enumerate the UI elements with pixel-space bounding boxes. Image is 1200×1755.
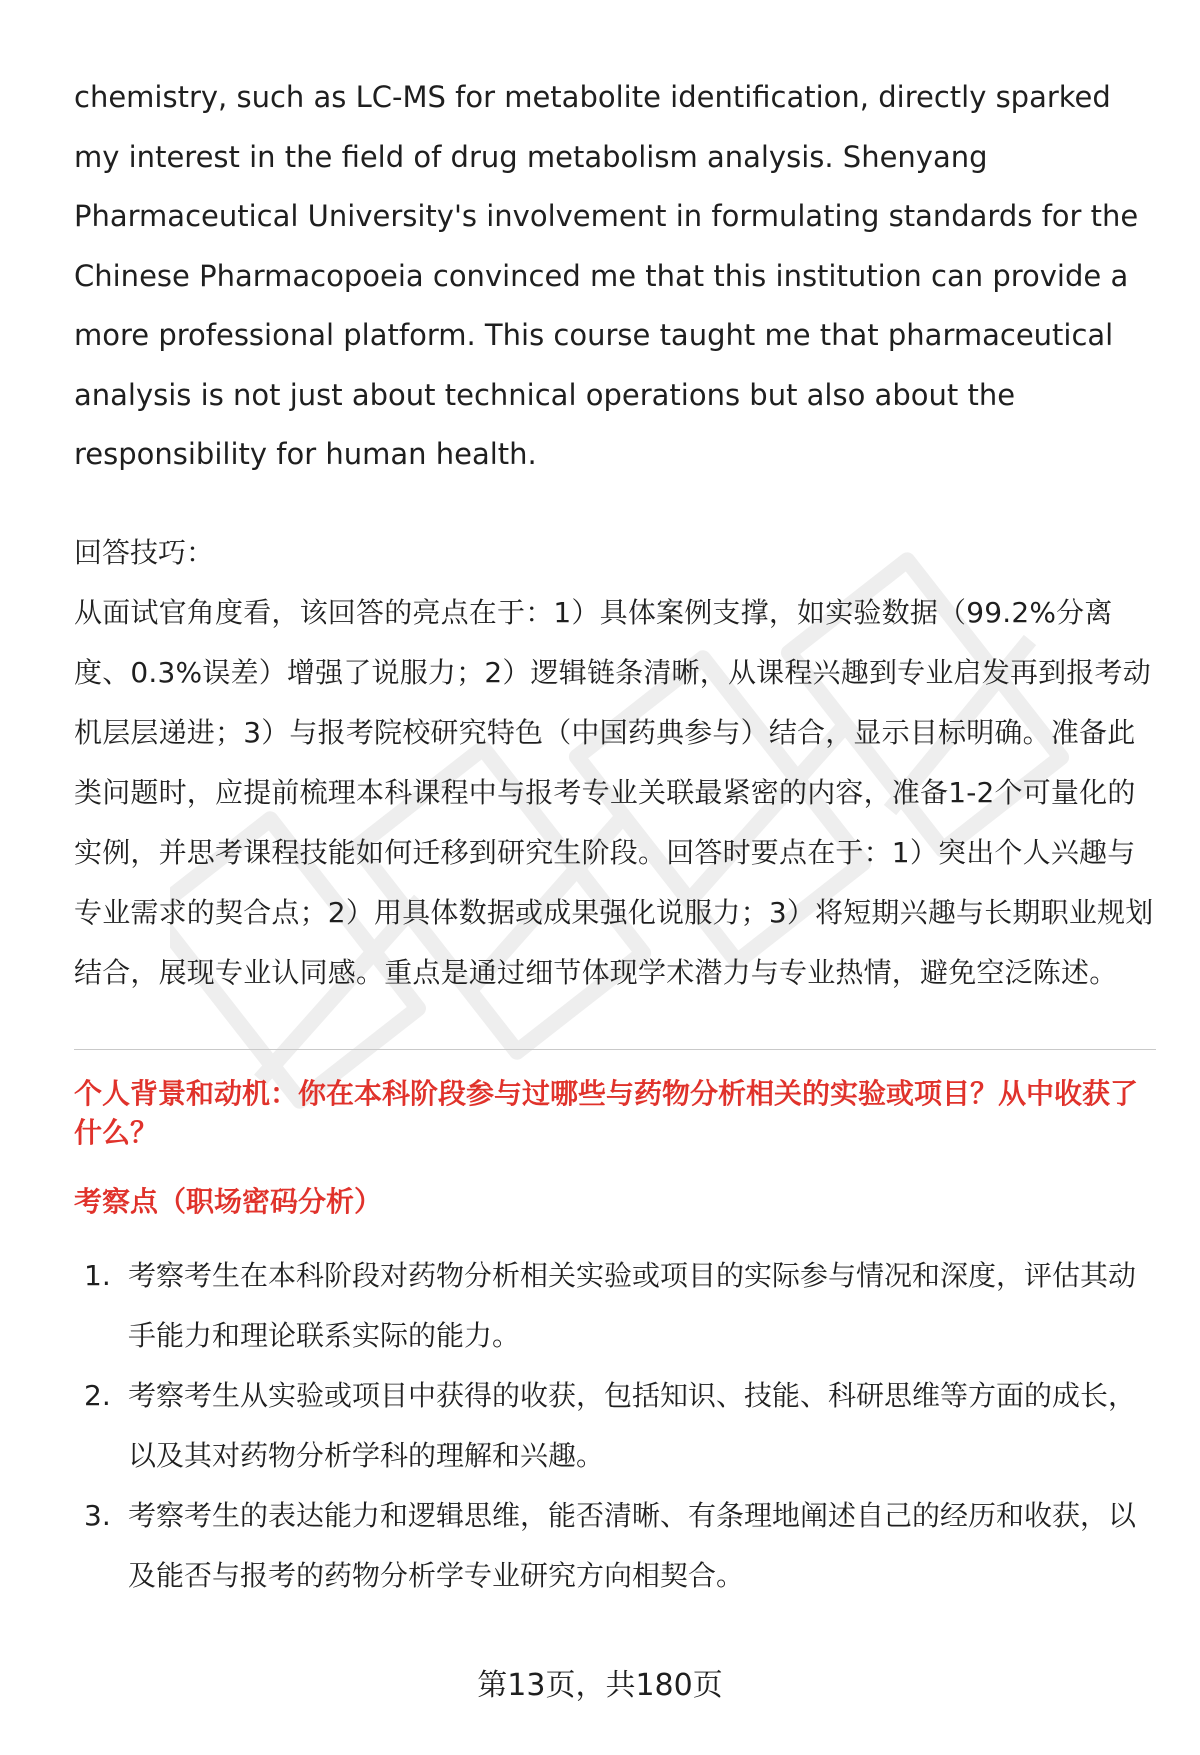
- list-item-number: 2.: [84, 1378, 111, 1412]
- list-item-text: 考察考生的表达能力和逻辑思维，能否清晰、有条理地阐述自己的经历和收获，以及能否与报考的药物分析学专业研究方向相契合。: [128, 1498, 1137, 1592]
- list-item-text: 考察考生在本科阶段对药物分析相关实验或项目的实际参与情况和深度，评估其动手能力和理论联系实际的能力。: [128, 1258, 1137, 1352]
- question-heading: 个人背景和动机：你在本科阶段参与过哪些与药物分析相关的实验或项目？从中收获了什么？: [74, 1076, 1139, 1149]
- page-number-footer: 第13页，共180页: [477, 1668, 723, 1703]
- section-divider: [74, 1049, 1156, 1050]
- list-item-number: 1.: [84, 1258, 111, 1292]
- list-item: [74, 1246, 1156, 1366]
- list-item: [74, 1486, 1156, 1606]
- evaluation-points-list: [74, 1246, 1156, 1606]
- answer-paragraph: chemistry, such as LC-MS for metabolite identification, directly sparked my interest in the field of drug metabolism analysis. Shenyang Pharmaceutical University's involvement in formulating standards for the Chinese Pharmacopoeia convinced me that this institution can provide a more professional platform. This course taught me that pharmaceutical analysis is not just about technical operations but also about the responsibility for human health.: [74, 80, 1139, 471]
- page-content: [74, 68, 1156, 1606]
- list-item: [74, 1366, 1156, 1486]
- list-item-number: 3.: [84, 1498, 111, 1532]
- tips-label: 回答技巧：: [74, 535, 215, 569]
- tips-body: 从面试官角度看，该回答的亮点在于：1）具体案例支撑，如实验数据（99.2%分离度、0.3%误差）增强了说服力；2）逻辑链条清晰，从课程兴趣到专业启发再到报考动机层层递进；3）与报考院校研究特色（中国药典参与）结合，显示目标明确。准备此类问题时，应提前梳理本科课程中与报考专业关联最紧密的内容，准备1-2个可量化的实例，并思考课程技能如何迁移到研究生阶段。回答时要点在于：1）突出个人兴趣与专业需求的契合点；2）用具体数据或成果强化说服力；3）将短期兴趣与长期职业规划结合，展现专业认同感。重点是通过细节体现学术潜力与专业热情，避免空泛陈述。: [74, 595, 1154, 989]
- list-item-text: 考察考生从实验或项目中获得的收获，包括知识、技能、科研思维等方面的成长，以及其对药物分析学科的理解和兴趣。: [128, 1378, 1137, 1472]
- section-title: 考察点（职场密码分析）: [74, 1184, 383, 1218]
